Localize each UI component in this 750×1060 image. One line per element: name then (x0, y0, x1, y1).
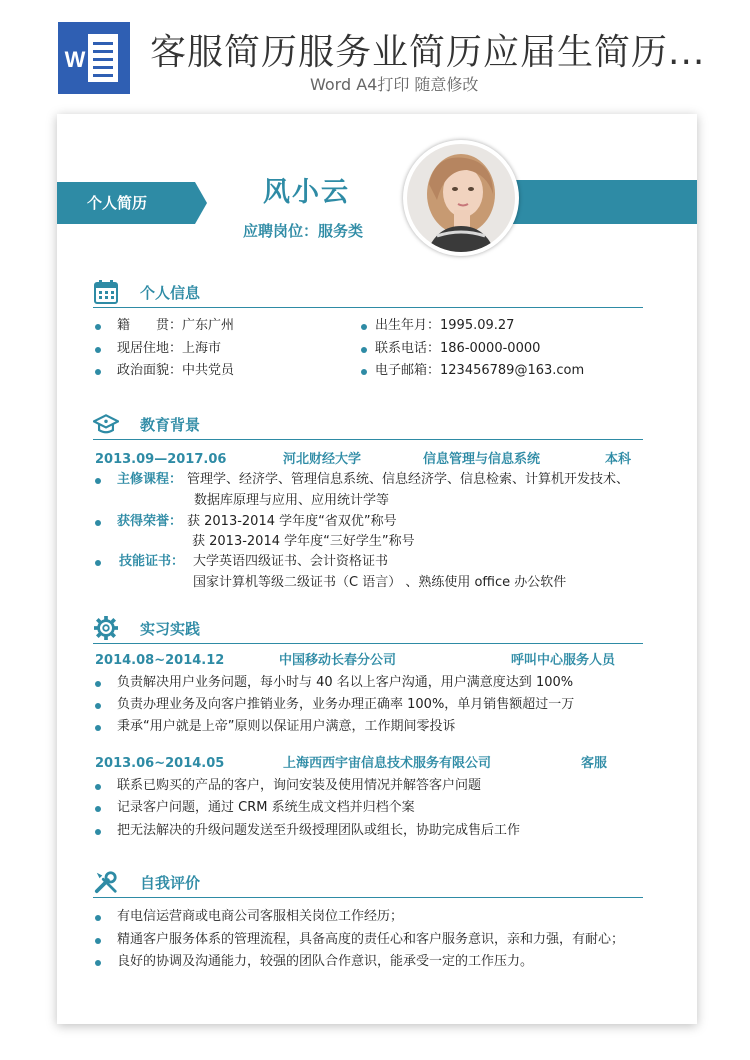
info-political: 政治面貌：中共党员 (117, 363, 235, 378)
ribbon-right (507, 180, 697, 224)
section-personal-info (93, 280, 643, 308)
candidate-name: 风小云 (263, 177, 350, 208)
avatar (403, 140, 519, 256)
self-eval-item: 精通客户服务体系的管理流程，具备高度的责任心和客户服务意识，亲和力强，有耐心； (117, 932, 625, 947)
bullet-dot (95, 347, 101, 353)
info-phone: 联系电话：186-0000-0000 (375, 341, 541, 356)
info-email: 电子邮箱：123456789@163.com (375, 363, 585, 378)
gear-icon (93, 616, 119, 640)
info-residence: 现居住地：上海市 (117, 341, 222, 356)
graduation-cap-icon (93, 412, 119, 436)
bullet-dot (361, 369, 367, 375)
courses-label: 主修课程： (117, 472, 183, 487)
courses-line: 管理学、经济学、管理信息系统、信息经济学、信息检索、计算机开发技术、 (187, 472, 630, 487)
bullet-dot (95, 915, 101, 921)
bullet-dot (95, 725, 101, 731)
section-title: 实习实践 (140, 620, 201, 638)
tools-icon (93, 870, 119, 894)
bullet-dot (95, 324, 101, 330)
section-self-evaluation (93, 870, 643, 898)
job-position: 应聘岗位：服务类 (243, 222, 364, 240)
bullet-dot (95, 806, 101, 812)
skills-label: 技能证书： (119, 554, 185, 569)
edu-major: 信息管理与信息系统 (423, 452, 541, 467)
job-duty: 秉承“用户就是上帝”原则以保证用户满意，工作期间零投诉 (117, 719, 456, 734)
bullet-dot (95, 784, 101, 790)
honors-line: 获 2013-2014 学年度“省双优”称号 (187, 514, 397, 529)
job-role: 客服 (581, 756, 608, 771)
info-birth: 出生年月：1995.09.27 (375, 318, 515, 333)
edu-school: 河北财经大学 (283, 452, 362, 467)
bullet-dot (95, 703, 101, 709)
edu-degree: 本科 (605, 452, 632, 467)
job-duty: 记录客户问题，通过 CRM 系统生成文档并归档个案 (117, 800, 415, 815)
bullet-dot (95, 829, 101, 835)
courses-line: 数据库原理与应用、应用统计学等 (194, 493, 390, 508)
ribbon-label: 个人简历 (87, 194, 148, 212)
job-company: 上海西西宇宙信息技术服务有限公司 (283, 756, 492, 771)
resume-page (57, 114, 697, 1024)
skills-line: 大学英语四级证书、会计资格证书 (193, 554, 389, 569)
honors-label: 获得荣誉： (117, 514, 183, 529)
job-duty: 负责解决用户业务问题，每小时与 40 名以上客户沟通，用户满意度达到 100% (117, 675, 574, 690)
job-duty: 把无法解决的升级问题发送至升级授理团队或组长，协助完成售后工作 (117, 823, 521, 838)
portrait-photo (407, 144, 515, 252)
section-title: 个人信息 (140, 284, 201, 302)
calendar-icon (93, 280, 119, 304)
bullet-dot (361, 347, 367, 353)
job-company: 中国移动长春分公司 (279, 653, 397, 668)
edu-period: 2013.09—2017.06 (95, 452, 227, 467)
word-letter: W (64, 47, 86, 72)
job-duty: 联系已购买的产品的客户，询问安装及使用情况并解答客户问题 (117, 778, 482, 793)
self-eval-item: 有电信运营商或电商公司客服相关岗位工作经历； (117, 909, 404, 924)
document-title: 客服简历服务业简历应届生简历... (150, 32, 706, 73)
document-banner (0, 0, 750, 105)
job-duty: 负责办理业务及向客户推销业务，业务办理正确率 100%，单月销售额超过一万 (117, 697, 575, 712)
honors-line: 获 2013-2014 学年度“三好学生”称号 (192, 534, 415, 549)
bullet-dot (95, 681, 101, 687)
job-period: 2014.08~2014.12 (95, 653, 225, 668)
info-hometown: 籍 贯：广东广州 (117, 318, 235, 333)
section-title: 自我评价 (140, 874, 201, 892)
job-period: 2013.06~2014.05 (95, 756, 225, 771)
section-practice (93, 616, 643, 644)
skills-line: 国家计算机等级二级证书（C 语言） 、熟练使用 office 办公软件 (193, 575, 567, 590)
bullet-dot (95, 960, 101, 966)
document-subtitle: Word A4打印 随意修改 (310, 75, 479, 94)
bullet-dot (95, 369, 101, 375)
bullet-dot (95, 560, 101, 566)
bullet-dot (95, 938, 101, 944)
section-title: 教育背景 (140, 416, 201, 434)
self-eval-item: 良好的协调及沟通能力，较强的团队合作意识，能承受一定的工作压力。 (117, 954, 534, 969)
section-education (93, 412, 643, 440)
bullet-dot (95, 478, 101, 484)
bullet-dot (361, 324, 367, 330)
job-role: 呼叫中心服务人员 (511, 653, 616, 668)
bullet-dot (95, 520, 101, 526)
word-document-icon (58, 22, 130, 94)
